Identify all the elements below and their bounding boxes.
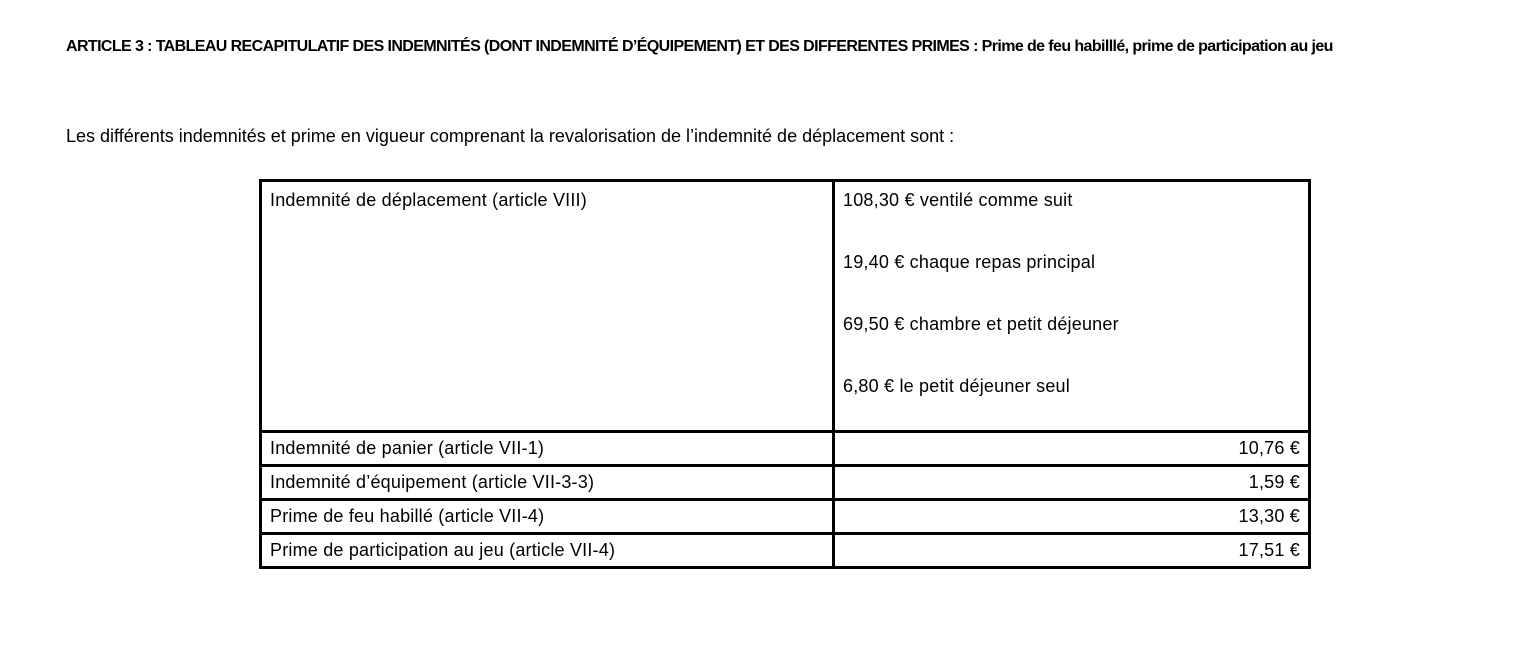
deplacement-label: Indemnité de déplacement (article VIII) <box>261 181 834 432</box>
panier-label: Indemnité de panier (article VII-1) <box>261 432 834 466</box>
participation-jeu-label: Prime de participation au jeu (article VII-4) <box>261 534 834 568</box>
table-row-deplacement <box>261 181 1310 432</box>
deplacement-chambre: 69,50 € chambre et petit déjeuner <box>843 314 1119 334</box>
feu-habille-value: 13,30 € <box>834 500 1310 534</box>
equipement-label: Indemnité d’équipement (article VII-3-3) <box>261 466 834 500</box>
deplacement-breakdown <box>834 181 1310 432</box>
table-row-participation-jeu <box>261 534 1310 568</box>
panier-value: 10,76 € <box>834 432 1310 466</box>
deplacement-repas: 19,40 € chaque repas principal <box>843 252 1096 272</box>
deplacement-petit-dejeuner: 6,80 € le petit déjeuner seul <box>843 376 1070 396</box>
article-heading: ARTICLE 3 : TABLEAU RECAPITULATIF DES INDEMNITÉS (DONT INDEMNITÉ D’ÉQUIPEMENT) ET DES DIFFERENTES PRIMES : Prime de feu habilllé, prime de participation au jeu <box>66 38 1333 55</box>
equipement-value: 1,59 € <box>834 466 1310 500</box>
table-row-equipement <box>261 466 1310 500</box>
feu-habille-label: Prime de feu habillé (article VII-4) <box>261 500 834 534</box>
table-row-feu-habille <box>261 500 1310 534</box>
intro-paragraph: Les différents indemnités et prime en vigueur comprenant la revalorisation de l’indemnité de déplacement sont : <box>66 126 955 146</box>
table-row-panier <box>261 432 1310 466</box>
indemnities-table <box>259 179 1311 569</box>
deplacement-total: 108,30 € ventilé comme suit <box>843 190 1073 210</box>
participation-jeu-value: 17,51 € <box>834 534 1310 568</box>
